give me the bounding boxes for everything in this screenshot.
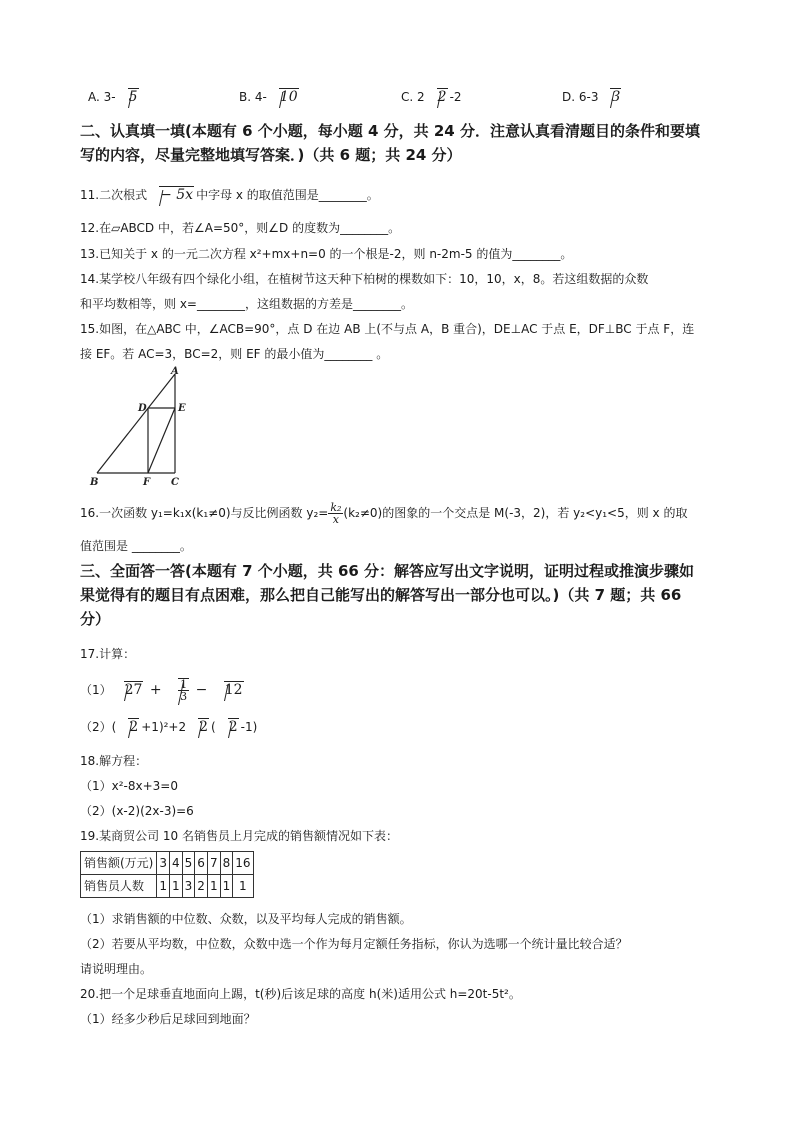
choice-d-prefix: D. 6-3	[562, 90, 599, 104]
sqrt-symbol	[427, 89, 450, 105]
part-label: （2）(	[80, 720, 117, 734]
label-d: D	[138, 403, 147, 414]
sqrt-symbol	[118, 89, 141, 105]
triangle-figure	[82, 365, 192, 490]
question-17-part1	[80, 678, 246, 702]
label-b: B	[90, 477, 99, 488]
section3-heading-line2: 果觉得有的题目有点困难，那么把自己能写出的解答写出一部分也可以。)（共 7 题；共 66	[80, 586, 682, 604]
radicand-2: 2	[228, 719, 238, 735]
radicand-12: 12	[224, 682, 243, 698]
label-a: A	[171, 366, 179, 377]
choice-b	[239, 89, 301, 105]
fraction-numerator: 1	[180, 678, 188, 691]
question-13: 13.已知关于 x 的一元二次方程 x²+mx+n=0 的一个根是-2，则 n-2m-5 的值为________。	[80, 247, 573, 261]
fraction-numerator: k₂	[330, 501, 342, 514]
expression-text: -1)	[240, 720, 258, 734]
question-17-title: 17.计算：	[80, 647, 136, 661]
section3-heading-line3: 分）	[80, 610, 111, 628]
label-e: E	[178, 403, 186, 414]
sqrt-symbol	[600, 89, 623, 105]
table-row	[81, 875, 254, 898]
label-c: C	[171, 477, 179, 488]
expression-text: (	[211, 720, 216, 734]
expression-text: +1)²+2	[141, 720, 187, 734]
table-cell: 5	[182, 852, 195, 875]
question-19-part2-line2: 请说明理由。	[80, 962, 153, 976]
table-header-cell: 销售员人数	[81, 875, 157, 898]
choice-d	[562, 89, 623, 105]
sqrt-symbol	[114, 682, 146, 698]
table-cell: 16	[233, 852, 253, 875]
sqrt-symbol	[118, 719, 141, 735]
choice-a-radicand: 5	[128, 89, 138, 105]
radicand-2: 2	[129, 719, 139, 735]
segment-ab	[97, 374, 175, 473]
minus-sign: −	[195, 682, 208, 698]
segment-ef	[148, 408, 175, 473]
table-cell: 1	[207, 875, 220, 898]
choice-a-prefix: A. 3-	[88, 90, 116, 104]
table-cell: 2	[195, 875, 208, 898]
question-14-line1: 14.某学校八年级有四个绿化小组，在植树节这天种下柏树的棵数如下：10，10，x，8。若这组数据的众数	[80, 272, 649, 286]
q11-text-post: 中字母 x 的取值范围是________。	[196, 188, 379, 202]
table-cell: 4	[170, 852, 183, 875]
table-cell: 1	[220, 875, 233, 898]
question-17-part2	[80, 719, 257, 735]
fraction-denominator: x	[332, 513, 339, 526]
sqrt-symbol	[168, 678, 191, 702]
fraction-denominator: 3	[180, 690, 188, 703]
question-16-line2: 值范围是 ________。	[80, 539, 192, 553]
table-cell: 1	[157, 875, 170, 898]
radicand-27: 27	[124, 682, 143, 698]
table-cell: 8	[220, 852, 233, 875]
question-18-part2: （2）(x-2)(2x-3)=6	[80, 804, 194, 818]
question-19-title: 19.某商贸公司 10 名销售员上月完成的销售额情况如下表：	[80, 829, 398, 843]
question-20-part1: （1）经多少秒后足球回到地面？	[80, 1012, 256, 1026]
part-label: （1）	[80, 683, 112, 697]
choice-d-radicand: 3	[611, 89, 621, 105]
question-12: 12.在▱ABCD 中，若∠A=50°，则∠D 的度数为________。	[80, 221, 401, 235]
label-f: F	[143, 477, 151, 488]
q16-text-pre: 16.一次函数 y₁=k₁x(k₁≠0)与反比例函数 y₂=	[80, 506, 329, 520]
choice-c	[401, 89, 462, 105]
sales-table	[80, 851, 254, 898]
table-cell: 6	[195, 852, 208, 875]
q16-text-post: (k₂≠0)的图象的一个交点是 M(-3，2)，若 y₂<y₁<5，则 x 的取	[343, 506, 688, 520]
section3-heading-line1: 三、全面答一答(本题有 7 个小题，共 66 分：解答应写出文字说明，证明过程或推演步骤如	[80, 562, 695, 580]
figure-lines	[97, 374, 175, 473]
radicand-2: 2	[199, 719, 209, 735]
fraction	[178, 678, 189, 702]
question-11	[80, 187, 379, 203]
question-14-line2: 和平均数相等，则 x=________，这组数据的方差是________。	[80, 297, 413, 311]
question-19-part1: （1）求销售额的中位数、众数，以及平均每人完成的销售额。	[80, 912, 412, 926]
choice-c-radicand: 2	[437, 89, 447, 105]
fraction	[328, 502, 343, 525]
choice-c-suffix: -2	[449, 90, 462, 104]
choice-a	[88, 89, 141, 105]
sqrt-symbol	[218, 719, 241, 735]
sqrt-symbol	[188, 719, 211, 735]
section2-heading-line1: 二、认真填一填(本题有 6 个小题，每小题 4 分，共 24 分．注意认真看清题目的条件和要填	[80, 122, 700, 140]
question-19-part2-line1: （2）若要从平均数，中位数，众数中选一个作为每月定额任务指标，你认为选哪一个统计量比较合适？	[80, 937, 628, 951]
table-cell: 3	[157, 852, 170, 875]
question-15-line1: 15.如图，在△ABC 中，∠ACB=90°，点 D 在边 AB 上(不与点 A，B 重合)，DE⊥AC 于点 E，DF⊥BC 于点 F，连	[80, 322, 695, 336]
table-row	[81, 852, 254, 875]
table-cell: 3	[182, 875, 195, 898]
table-cell: 1	[170, 875, 183, 898]
q11-radicand: − 5x	[160, 187, 194, 203]
question-15-line2: 接 EF。若 AC=3，BC=2，则 EF 的最小值为________ 。	[80, 347, 389, 361]
choice-b-radicand: 10	[279, 89, 298, 105]
sqrt-symbol	[149, 187, 196, 203]
q11-text-pre: 11.二次根式	[80, 188, 148, 202]
question-18-part1: （1）x²-8x+3=0	[80, 779, 178, 793]
question-20-title: 20.把一个足球垂直地面向上踢，t(秒)后该足球的高度 h(米)适用公式 h=20t-5t²。	[80, 987, 521, 1001]
table-cell: 1	[233, 875, 253, 898]
question-16-line1	[80, 502, 687, 525]
table-header-cell: 销售额(万元)	[81, 852, 157, 875]
section2-heading-line2: 写的内容，尽量完整地填写答案．)（共 6 题；共 24 分）	[80, 146, 462, 164]
sqrt-symbol	[269, 89, 301, 105]
plus-sign: +	[149, 682, 162, 698]
question-18-title: 18.解方程：	[80, 754, 148, 768]
table-cell: 7	[207, 852, 220, 875]
choice-c-prefix: C. 2	[401, 90, 425, 104]
choice-b-prefix: B. 4-	[239, 90, 267, 104]
sqrt-symbol	[214, 682, 246, 698]
